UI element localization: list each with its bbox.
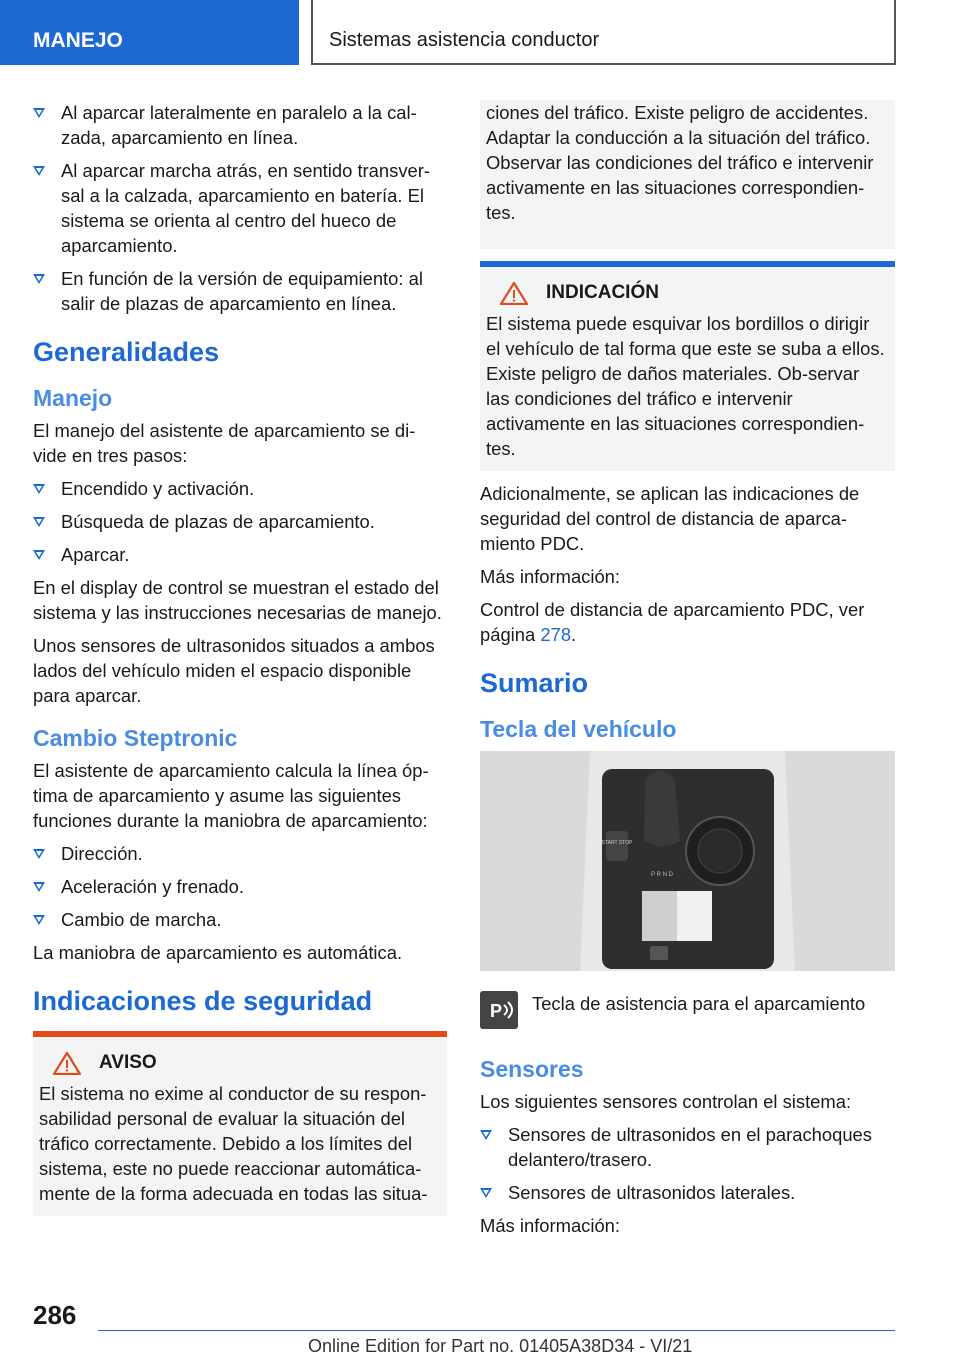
intro-list bbox=[33, 100, 447, 316]
indicacion-box bbox=[480, 261, 895, 471]
triangle-bullet-icon bbox=[33, 550, 45, 560]
section-tab: MANEJO bbox=[0, 0, 299, 65]
list-item: Cambio de marcha. bbox=[33, 907, 447, 932]
triangle-bullet-icon bbox=[33, 915, 45, 925]
aviso-text: El sistema no exime al conductor de su respon-sabilidad personal de evaluar la situación del tráfico correctamente. Debido a los límites del sistema, este no puede reaccionar automática-mente de la forma adecuada en todas las situa- bbox=[39, 1083, 428, 1204]
list-item: Sensores de ultrasonidos en el parachoques delantero/trasero. bbox=[480, 1122, 895, 1172]
indicacion-label: INDICACIÓN bbox=[546, 282, 659, 303]
list-item: Sensores de ultrasonidos laterales. bbox=[480, 1180, 895, 1205]
page-link[interactable]: 278 bbox=[540, 624, 572, 645]
heading-sensores: Sensores bbox=[480, 1056, 584, 1082]
list-item: En función de la versión de equipamiento: al salir de plazas de aparcamiento en línea. bbox=[33, 266, 447, 316]
heading-seguridad: Indicaciones de seguridad bbox=[33, 986, 373, 1016]
warning-triangle-icon bbox=[500, 281, 528, 305]
heading-generalidades: Generalidades bbox=[33, 337, 220, 367]
list-item: Aparcar. bbox=[33, 542, 447, 567]
triangle-bullet-icon bbox=[33, 882, 45, 892]
console-illustration bbox=[480, 751, 895, 971]
warning-triangle-icon bbox=[53, 1051, 81, 1075]
aviso-continuation bbox=[480, 100, 895, 249]
heading-sumario: Sumario bbox=[480, 668, 589, 698]
caption-row bbox=[480, 991, 895, 1029]
console-photo bbox=[480, 751, 895, 971]
svg-text:P: P bbox=[490, 1001, 503, 1021]
list-item: Dirección. bbox=[33, 841, 447, 866]
chapter-title: Sistemas asistencia conductor bbox=[311, 0, 896, 65]
gear-labels: P R N D bbox=[651, 872, 673, 878]
triangle-bullet-icon bbox=[33, 484, 45, 494]
start-stop-label: START STOP bbox=[601, 840, 633, 846]
aviso-label: AVISO bbox=[99, 1052, 157, 1073]
list-item: Encendido y activación. bbox=[33, 476, 447, 501]
cambio-text: El asistente de aparcamiento calcula la línea óp-tima de aparcamiento y asume las siguientes funciones durante la maniobra de aparcamiento: bbox=[33, 760, 429, 831]
more-info-label: Más información: bbox=[480, 566, 621, 587]
triangle-bullet-icon bbox=[33, 517, 45, 527]
list-item: Al aparcar lateralmente en paralelo a la cal-zada, aparcamiento en línea. bbox=[33, 100, 447, 150]
caption-text: Tecla de asistencia para el aparcamiento bbox=[532, 993, 866, 1014]
maniobra-text: La maniobra de aparcamiento es automática. bbox=[33, 942, 403, 963]
sensores-list bbox=[480, 1122, 895, 1205]
heading-cambio: Cambio Steptronic bbox=[33, 725, 238, 751]
sensors-text: Unos sensores de ultrasonidos situados a ambos lados del vehículo miden el espacio disponible para aparcar. bbox=[33, 635, 435, 706]
manejo-list bbox=[33, 476, 447, 567]
display-text: En el display de control se muestran el estado del sistema y las instrucciones necesarias de manejo. bbox=[33, 577, 442, 623]
list-item: Búsqueda de plazas de aparcamiento. bbox=[33, 509, 447, 534]
aviso-box bbox=[33, 1031, 447, 1216]
page-number: 286 bbox=[33, 1300, 77, 1330]
more-info-label: Más información: bbox=[480, 1215, 621, 1236]
triangle-bullet-icon bbox=[480, 1188, 492, 1198]
left-column bbox=[33, 100, 447, 1216]
edition-text: Online Edition for Part no. 01405A38D34 - VI/21 bbox=[308, 1336, 693, 1356]
adicional-text: Adicionalmente, se aplican las indicaciones de seguridad del control de distancia de aparca-miento PDC. bbox=[480, 483, 860, 554]
sensores-text: Los siguientes sensores controlan el sistema: bbox=[480, 1091, 852, 1112]
footer-divider bbox=[98, 1330, 895, 1331]
triangle-bullet-icon bbox=[33, 166, 45, 176]
right-column bbox=[480, 100, 895, 1246]
pdc-reference: Control de distancia de aparcamiento PDC, ver página 278. bbox=[480, 599, 865, 645]
manejo-text: El manejo del asistente de aparcamiento se di-vide en tres pasos: bbox=[33, 420, 416, 466]
list-item: Aceleración y frenado. bbox=[33, 874, 447, 899]
aviso-cont-text: ciones del tráfico. Existe peligro de accidentes. Adaptar la conducción a la situación del tráfico. Observar las condiciones del tráfico e intervenir activamente en las situaciones correspondien-tes. bbox=[486, 102, 874, 223]
heading-manejo: Manejo bbox=[33, 385, 113, 411]
parking-assist-icon bbox=[480, 991, 518, 1029]
indicacion-text: El sistema puede esquivar los bordillos o dirigir el vehículo de tal forma que este se suba a ellos. Existe peligro de daños materiales. Ob-servar las condiciones del tráfico e intervenir activamente en las situaciones correspondien-tes. bbox=[486, 313, 885, 459]
triangle-bullet-icon bbox=[33, 108, 45, 118]
list-item: Al aparcar marcha atrás, en sentido transver-sal a la calzada, aparcamiento en batería. El sistema se orienta al centro del hueco de aparcamiento. bbox=[33, 158, 447, 258]
triangle-bullet-icon bbox=[480, 1130, 492, 1140]
heading-tecla: Tecla del vehículo bbox=[480, 716, 677, 742]
cambio-list bbox=[33, 841, 447, 932]
triangle-bullet-icon bbox=[33, 849, 45, 859]
triangle-bullet-icon bbox=[33, 274, 45, 284]
